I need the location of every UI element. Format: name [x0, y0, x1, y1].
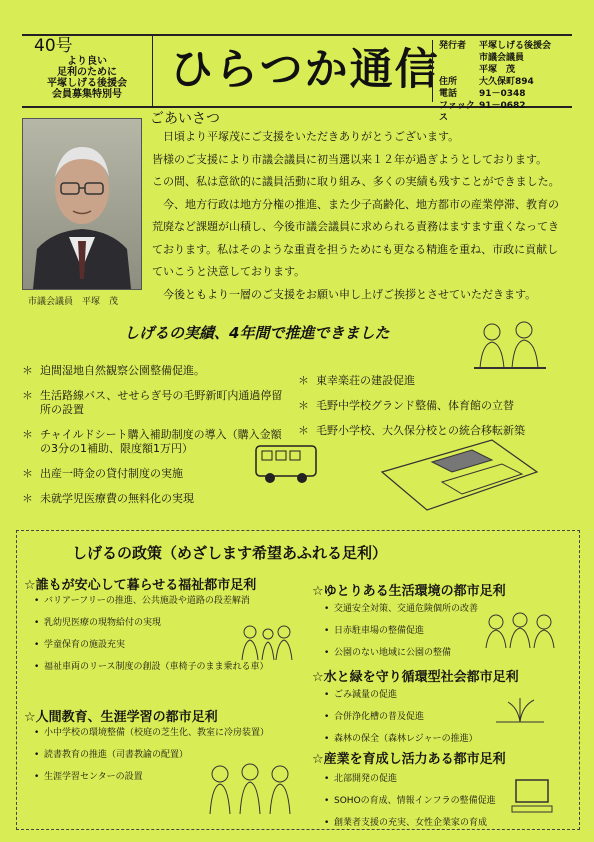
photo-caption: 市議会議員 平塚 茂 — [28, 297, 119, 307]
publisher-value: 平塚 茂 — [479, 65, 516, 75]
list-item: ＊ 未就学児医療費の無料化の実現 — [22, 492, 292, 506]
list-item: • 北部開発の促進 — [324, 774, 504, 785]
school-campus-illustration — [372, 432, 542, 522]
tag-line: より良い — [67, 56, 107, 67]
list-item: • 乳幼児医療の現物給付の実現 — [34, 618, 294, 629]
greeting-paragraph: この間、私は意欲的に議員活動に取り組み、多くの実績も残すことができました。 — [152, 175, 560, 188]
list-item: ＊ 迫間湿地自然観察公園整備促進。 — [22, 364, 292, 378]
list-item: • 交通安全対策、交通危険個所の改善 — [324, 604, 514, 615]
list-item: • バリアーフリーの推進、公共施設や道路の段差解消 — [34, 596, 294, 607]
publisher-key: 住所 — [439, 77, 458, 87]
newsletter-title: ひらつか通信 — [170, 45, 440, 95]
publisher-key: 電話 — [439, 89, 458, 99]
list-item: • 福祉車両のリース制度の創設（車椅子のまま乗れる車） — [34, 662, 294, 673]
list-item: • 日赤駐車場の整備促進 — [324, 626, 514, 637]
list-item: ＊ 生活路線バス、せせらぎ号の毛野新町内通過停留所の設置 — [22, 389, 292, 417]
list-item: • 読書教育の推進（司書教諭の配置） — [34, 750, 314, 761]
publisher-value: 91－0348 — [479, 89, 526, 99]
greeting-body — [152, 126, 564, 306]
publisher-value: 91－0682 — [479, 101, 526, 111]
computer-illustration — [506, 776, 558, 816]
list-item: ＊ 毛野中学校グランド整備、体育館の立替 — [298, 399, 558, 413]
list-item: ＊ 毛野小学校、大久保分校との統合移転新築 — [298, 424, 558, 438]
list-item: • 合併浄化槽の普及促進 — [324, 712, 494, 723]
publisher-key — [439, 52, 479, 64]
publisher-key — [439, 64, 479, 76]
list-item: • 小中学校の環境整備（校庭の芝生化、教室に冷房装置） — [34, 728, 314, 739]
family-illustration — [236, 622, 296, 662]
policy-heading: しげるの政策（めざします希望あふれる足利） — [72, 544, 388, 562]
list-item: • ごみ減量の促進 — [324, 690, 494, 701]
greeting-paragraph: 日頃より平塚茂にご支援をいただきありがとうございます。 — [163, 130, 460, 143]
portrait-photo — [22, 118, 142, 290]
greeting-paragraph: 今、地方行政は地方分権の推進、また少子高齢化、地方都市の産業停滞、教育の荒廃など課題が山積し、今後市議会議員に求められる責務はますます重くなってきております。私はそのような重責を担うためにも更なる精進を重ね、市政に貢献していこうと決意しております。 — [152, 197, 559, 278]
list-item: ＊ 東幸楽荘の建設促進 — [298, 374, 558, 388]
policy-section-title: ☆誰もが安心して暮らせる福祉都市足利 — [24, 578, 257, 593]
tag-line: 足利のために — [57, 67, 117, 78]
greeting-heading: ごあいさつ — [150, 111, 220, 127]
residents-illustration — [482, 610, 558, 650]
policy-section-title: ☆水と緑を守り循環型社会都市足利 — [312, 670, 519, 685]
list-item: • 森林の保全（森林レジャーの推進） — [324, 734, 494, 745]
policy-section-title: ☆ゆとりある生活環境の都市足利 — [312, 584, 506, 599]
list-item: ＊ チャイルドシート購入補助制度の導入（購入金額の3分の1補助、限度額1万円） — [22, 428, 292, 456]
list-item: ＊ 出産一時金の貸付制度の実施 — [22, 467, 292, 481]
publisher-info — [432, 40, 579, 123]
elderly-couple-illustration — [470, 318, 550, 378]
tag-line: 平塚しげる後援会 — [47, 78, 127, 89]
greeting-paragraph: 今後ともより一層のご支援をお願い申し上げご挨拶とさせていただきます。 — [163, 287, 537, 301]
publisher-value: 平塚しげる後援会 — [479, 41, 552, 51]
plant-illustration — [490, 692, 550, 726]
policy-section-title: ☆産業を育成し活力ある都市足利 — [312, 752, 506, 767]
issue-number: 40号 — [34, 36, 73, 56]
list-item: • SOHOの育成、情報インフラの整備促進 — [324, 796, 504, 807]
portrait-illustration — [23, 119, 141, 289]
issue-block — [22, 36, 153, 106]
publisher-key: 発行者 — [439, 41, 467, 51]
list-item: • 学童保育の施設充実 — [34, 640, 294, 651]
greeting-paragraph: 皆様のご支援により市議会議員に初当選以来１２年が過ぎようとしております。 — [152, 152, 548, 166]
publisher-value: 市議会議員 — [479, 53, 525, 63]
students-illustration — [204, 760, 300, 816]
bus-illustration — [250, 438, 326, 488]
list-item: • 公園のない地域に公園の整備 — [324, 648, 514, 659]
policy-section-title: ☆人間教育、生涯学習の都市足利 — [24, 710, 218, 725]
policy-section-list — [324, 690, 494, 756]
tag-line: 会員募集特別号 — [52, 89, 122, 100]
list-item: • 生涯学習センターの設置 — [34, 772, 314, 783]
list-item: • 創業者支援の充実、女性企業家の育成 — [324, 818, 504, 829]
publisher-key: ファックス — [439, 101, 475, 123]
achievements-heading: しげるの実績、4年間で推進できました — [124, 324, 390, 342]
publisher-value: 大久保町894 — [479, 77, 534, 87]
policy-section-list — [324, 774, 504, 840]
